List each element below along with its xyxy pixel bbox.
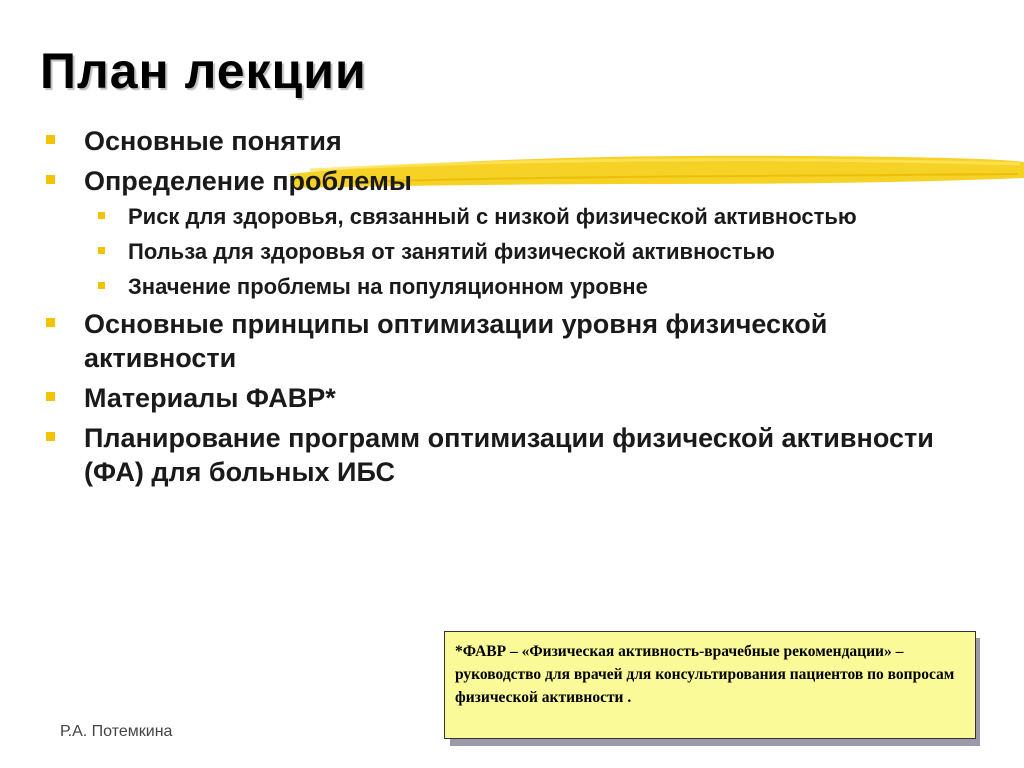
lecture-plan-list (44, 124, 984, 495)
bullet-square-icon (46, 318, 55, 327)
bullet-item (44, 381, 984, 415)
sub-bullet-text: Польза для здоровья от занятий физической активностью (128, 239, 775, 264)
bullet-item (44, 307, 984, 375)
bullet-item (44, 124, 984, 158)
slide-title: План лекции (40, 43, 367, 99)
bullet-square-icon (46, 135, 55, 144)
bullet-square-icon (46, 392, 55, 401)
bullet-text: Материалы ФАВР* (84, 383, 336, 413)
sub-bullet-item (84, 202, 984, 231)
sub-bullet-item (84, 272, 984, 301)
author-credit: Р.А. Потемкина (60, 723, 173, 740)
sub-bullet-text: Риск для здоровья, связанный с низкой физической активностью (128, 204, 857, 229)
bullet-square-icon (46, 432, 55, 441)
footnote-box: *ФАВР – «Физическая активность-врачебные рекомендации» – руководство для врачей для консультирования пациентов по вопросам физической активности . (444, 631, 976, 739)
bullet-item (44, 164, 984, 301)
sub-bullet-item (84, 237, 984, 266)
bullet-text: Определение проблемы (84, 166, 412, 196)
bullet-text: Основные понятия (84, 126, 342, 156)
bullet-square-icon (98, 247, 105, 254)
bullet-text: Основные принципы оптимизации уровня физической активности (84, 309, 828, 373)
bullet-square-icon (98, 282, 105, 289)
bullet-item (44, 421, 984, 489)
bullet-square-icon (98, 212, 105, 219)
bullet-square-icon (46, 175, 55, 184)
sub-bullet-list (84, 202, 984, 301)
sub-bullet-text: Значение проблемы на популяционном уровне (128, 274, 648, 299)
bullet-text: Планирование программ оптимизации физической активности (ФА) для больных ИБС (84, 423, 934, 487)
